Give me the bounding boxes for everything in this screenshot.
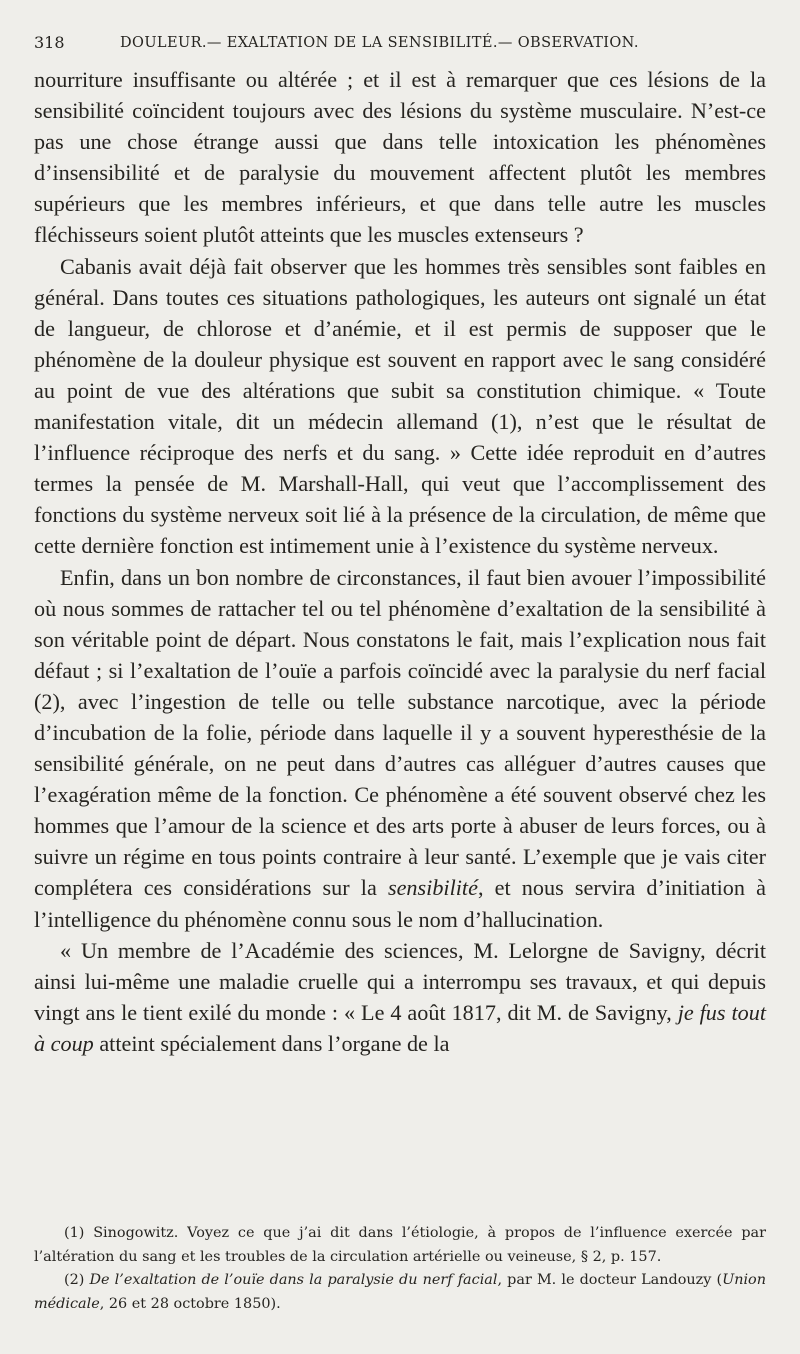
footnote-2-title: De l’exaltation de l’ouïe dans la paralysie du nerf facial bbox=[89, 1272, 498, 1288]
paragraph-3-italic: sensibilité bbox=[387, 875, 478, 901]
footnotes bbox=[34, 1222, 766, 1316]
footnote-2-journal: Union médicale bbox=[34, 1272, 766, 1312]
footnote-2-marker: (2) bbox=[64, 1272, 90, 1288]
paragraph-4-end: atteint spécialement dans l’organe de la bbox=[93, 1030, 450, 1056]
paragraph-1: nourriture insuffisante ou altérée ; et il est à remarquer que ces lésions de la sensibilité coïncident toujours avec des lésions du système musculaire. N’est-ce pas une chose étrange aussi que dans telle intoxication les phénomènes d’insensibilité et de paralysie du mouvement affectent plutôt les membres supérieurs que les membres inférieurs, et que dans telle autre les muscles fléchisseurs soient plutôt atteints que les muscles extenseurs ? bbox=[34, 67, 766, 248]
running-title: DOULEUR.— EXALTATION DE LA SENSIBILITÉ.— OBSERVATION. bbox=[120, 35, 639, 51]
footnote-2 bbox=[34, 1269, 766, 1316]
body-text bbox=[34, 64, 766, 1059]
paragraph-3-text: Enfin, dans un bon nombre de circonstances, il faut bien avouer l’impossibilité où nous sommes de rattacher tel ou tel phénomène d’exaltation de la sensibilité à son véritable point de départ. Nous constatons le fait, mais l’explication nous fait défaut ; si l’exaltation de l’ouïe a parfois coïncidé avec la paralysie du nerf facial (2), avec l’ingestion de telle ou telle substance narcotique, avec la période d’incubation de la folie, période dans laquelle il y a souvent hyperesthésie de la sensibilité générale, on ne peut dans d’autres cas alléguer d’autres causes que l’exagération même de la fonction. Ce phénomène a été souvent observé chez les hommes que l’amour de la science et des arts porte à abuser de leurs forces, ou à suivre un régime en tous points contraire à leur santé. L’exemple que je vais citer complétera ces considérations sur la bbox=[34, 564, 766, 901]
running-header bbox=[34, 30, 766, 56]
footnote-2-date: , 26 et 28 octobre 1850). bbox=[99, 1295, 281, 1312]
paragraph-4-text: « Un membre de l’Académie des sciences, M. Lelorgne de Savigny, décrit ainsi lui-même une maladie cruelle qui a interrompu ses travaux, et qui depuis vingt ans le tient exilé du monde : « Le 4 août 1817, dit M. de Savigny, bbox=[34, 937, 766, 1025]
paragraph-4-italic: je fus tout à coup bbox=[34, 999, 766, 1056]
paragraph-3 bbox=[34, 562, 766, 935]
page-number: 318 bbox=[34, 33, 65, 52]
footnote-1: (1) Sinogowitz. Voyez ce que j’ai dit dans l’étiologie, à propos de l’influence exercée par l’altération du sang et les troubles de la circulation artérielle ou veineuse, § 2, p. 157. bbox=[34, 1225, 766, 1265]
paragraph-2: Cabanis avait déjà fait observer que les hommes très sensibles sont faibles en général. Dans toutes ces situations pathologiques, les auteurs ont signalé un état de langueur, de chlorose et d’anémie, et il est permis de supposer que le phénomène de la douleur physique est souvent en rapport avec le sang considéré au point de vue des altérations que subit sa constitution chimique. « Toute manifestation vitale, dit un médecin allemand (1), n’est que le résultat de l’influence réciproque des nerfs et du sang. » Cette idée reproduit en d’autres termes la pensée de M. Marshall-Hall, qui veut que l’accomplissement des fonctions du système nerveux soit lié à la présence de la circulation, de même que cette dernière fonction est intimement unie à l’existence du système nerveux. bbox=[34, 253, 766, 559]
paragraph-4 bbox=[34, 935, 766, 1059]
paragraph-3-end: , et nous servira d’initiation à l’intelligence du phénomène connu sous le nom d’hallucination. bbox=[34, 875, 766, 932]
footnote-2-author: , par M. le docteur Landouzy ( bbox=[497, 1272, 723, 1288]
